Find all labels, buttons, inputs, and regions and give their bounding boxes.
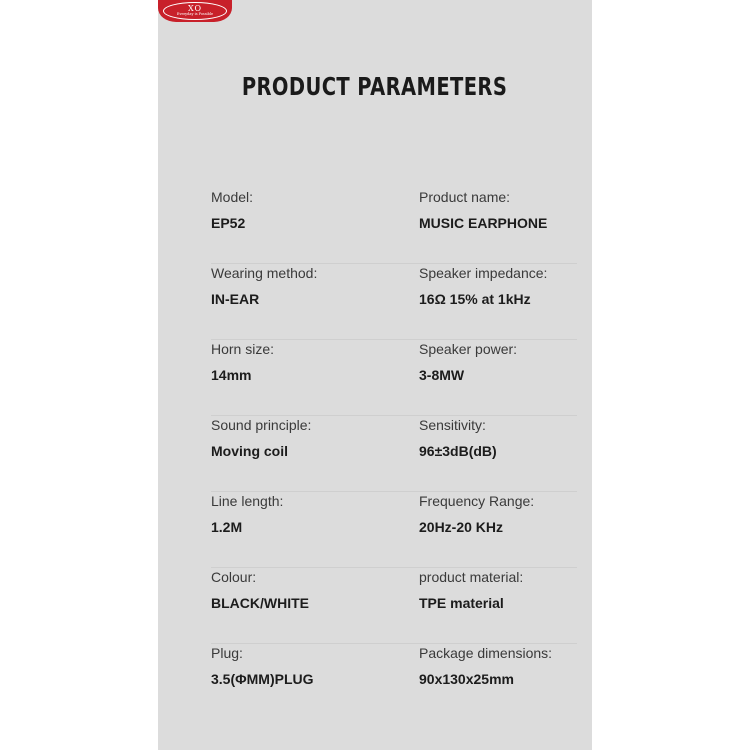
param-speaker-power — [419, 340, 517, 384]
param-label: Package dimensions: — [419, 645, 553, 661]
param-label: Product name: — [419, 189, 511, 205]
param-product-material — [419, 568, 523, 612]
param-sound-principle — [211, 416, 311, 460]
param-label: Sound principle: — [211, 417, 312, 433]
param-row — [211, 416, 577, 492]
param-value: 14mm — [211, 367, 252, 383]
param-label: Frequency Range: — [419, 493, 535, 509]
param-product-name — [419, 188, 547, 232]
param-row — [211, 264, 577, 340]
param-row — [211, 568, 577, 644]
page-title: PRODUCT PARAMETERS — [241, 72, 508, 101]
param-sensitivity — [419, 416, 497, 460]
logo-oval — [163, 2, 227, 20]
param-value: 16Ω 15% at 1kHz — [419, 291, 531, 307]
param-value: 96±3dB(dB) — [419, 443, 497, 459]
param-value: 1.2M — [211, 519, 243, 535]
param-frequency-range — [419, 492, 534, 536]
param-package-dimensions — [419, 644, 552, 688]
param-label: Model: — [211, 189, 254, 205]
param-value: 3.5(ΦMM)PLUG — [211, 671, 314, 687]
param-speaker-impedance — [419, 264, 547, 308]
brand-logo — [158, 0, 232, 22]
param-value: MUSIC EARPHONE — [419, 215, 548, 231]
param-value: Moving coil — [211, 443, 288, 459]
param-row — [211, 340, 577, 416]
param-label: Sensitivity: — [419, 417, 486, 433]
param-horn-size — [211, 340, 274, 384]
param-line-length — [211, 492, 283, 536]
logo-tagline: Everyday is Possible — [176, 12, 214, 17]
param-label: Wearing method: — [211, 265, 318, 281]
param-value: TPE material — [419, 595, 504, 611]
param-row — [211, 644, 577, 720]
product-parameters-panel — [158, 0, 592, 750]
param-label: Colour: — [211, 569, 257, 585]
logo-mark: XO — [187, 4, 203, 14]
param-label: product material: — [419, 569, 524, 585]
param-plug — [211, 644, 314, 688]
param-value: 3-8MW — [419, 367, 465, 383]
param-label: Speaker impedance: — [419, 265, 548, 281]
param-label: Horn size: — [211, 341, 275, 357]
param-wearing-method — [211, 264, 317, 308]
param-row — [211, 188, 577, 264]
param-value: 20Hz-20 KHz — [419, 519, 504, 535]
param-value: BLACK/WHITE — [211, 595, 309, 611]
param-row — [211, 492, 577, 568]
param-model — [211, 188, 253, 232]
param-value: 90x130x25mm — [419, 671, 514, 687]
param-label: Speaker power: — [419, 341, 518, 357]
param-value: IN-EAR — [211, 291, 260, 307]
param-value: EP52 — [211, 215, 246, 231]
param-label: Line length: — [211, 493, 284, 509]
param-colour — [211, 568, 309, 612]
param-label: Plug: — [211, 645, 243, 661]
